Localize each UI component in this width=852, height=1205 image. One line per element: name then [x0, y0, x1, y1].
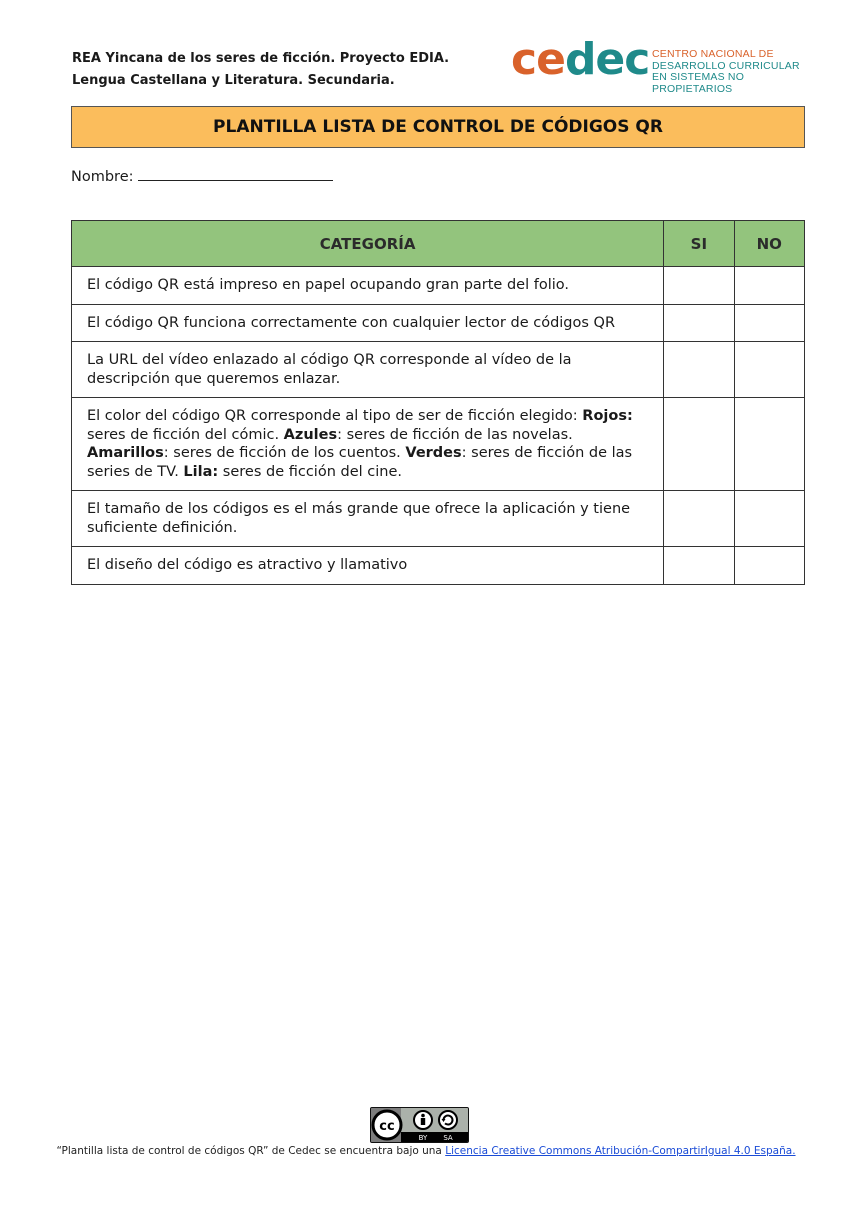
cc-by-sa-badge[interactable]	[370, 1107, 469, 1143]
checkbox-cell-yes[interactable]	[664, 547, 734, 585]
header-line-1: REA Yincana de los seres de ficción. Proyecto EDIA.	[72, 51, 450, 66]
license-link[interactable]: Licencia Creative Commons Atribución-CompartirIgual 4.0 España.	[445, 1145, 796, 1157]
criterion-text: El color del código QR corresponde al tipo de ser de ficción elegido: Rojos: seres de ficción del cómic. Azules: seres de ficción de las novelas. Amarillos: seres de ficción de los cuentos. Verdes: seres de ficción de las series de TV. Lila: seres de ficción del cine.	[72, 398, 664, 491]
name-label: Nombre:	[71, 169, 134, 185]
table-header-row	[72, 221, 805, 267]
table-row	[72, 342, 805, 398]
license-attribution: “Plantilla lista de control de códigos QR” de Cedec se encuentra bajo una	[56, 1145, 446, 1157]
by-mark: BY	[418, 1134, 428, 1142]
criterion-text: El código QR está impreso en papel ocupando gran parte del folio.	[72, 267, 664, 305]
logo-subtitle: CENTRO NACIONAL DE DESARROLLO CURRICULAR EN SISTEMAS NO PROPIETARIOS	[652, 48, 800, 95]
checkbox-cell-yes[interactable]	[664, 398, 734, 491]
table-row	[72, 267, 805, 305]
checkbox-cell-no[interactable]	[734, 304, 804, 342]
checkbox-cell-yes[interactable]	[664, 267, 734, 305]
sa-mark: SA	[443, 1134, 453, 1142]
name-blank-line[interactable]	[138, 165, 333, 181]
document-header	[72, 48, 449, 92]
table-row	[72, 398, 805, 491]
criterion-text: El código QR funciona correctamente con cualquier lector de códigos QR	[72, 304, 664, 342]
cedec-logo	[511, 34, 811, 95]
table-row	[72, 547, 805, 585]
checkbox-cell-no[interactable]	[734, 267, 804, 305]
page-title: PLANTILLA LISTA DE CONTROL DE CÓDIGOS QR	[71, 106, 805, 148]
header-no: NO	[734, 221, 804, 267]
checkbox-cell-no[interactable]	[734, 547, 804, 585]
criterion-text: El tamaño de los códigos es el más grande que ofrece la aplicación y tiene suficiente definición.	[72, 491, 664, 547]
table-row	[72, 491, 805, 547]
cc-license-icon	[371, 1108, 468, 1142]
header-line-2: Lengua Castellana y Literatura. Secundaria.	[72, 73, 395, 88]
checkbox-cell-yes[interactable]	[664, 304, 734, 342]
checkbox-cell-yes[interactable]	[664, 342, 734, 398]
logo-wordmark: cedec	[511, 34, 650, 85]
checkbox-cell-yes[interactable]	[664, 491, 734, 547]
table-row	[72, 304, 805, 342]
checkbox-cell-no[interactable]	[734, 491, 804, 547]
header-yes: SI	[664, 221, 734, 267]
checkbox-cell-no[interactable]	[734, 398, 804, 491]
header-category: CATEGORÍA	[72, 221, 664, 267]
license-footer	[0, 1145, 852, 1157]
checklist-table	[71, 220, 805, 585]
checkbox-cell-no[interactable]	[734, 342, 804, 398]
cc-mark: cc	[379, 1119, 395, 1134]
criterion-text: El diseño del código es atractivo y llamativo	[72, 547, 664, 585]
criterion-text: La URL del vídeo enlazado al código QR corresponde al vídeo de la descripción que queremos enlazar.	[72, 342, 664, 398]
name-field[interactable]	[71, 165, 333, 185]
